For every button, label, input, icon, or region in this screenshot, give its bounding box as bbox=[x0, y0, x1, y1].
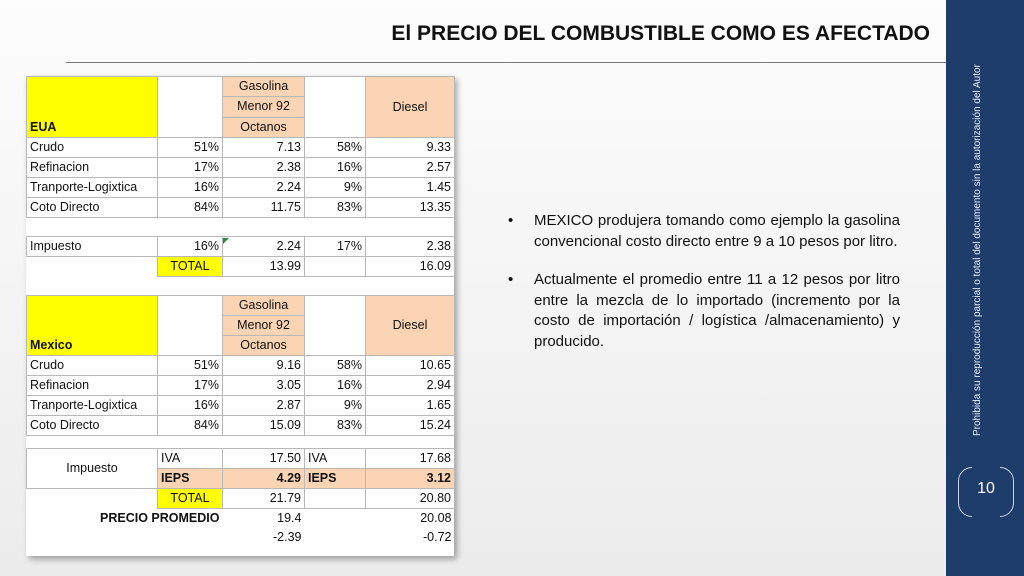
diesel-header: Diesel bbox=[366, 296, 455, 356]
gasoline-header-line: Menor 92 bbox=[223, 97, 305, 117]
empty-cell bbox=[158, 77, 223, 138]
diesel-percent: 9% bbox=[305, 396, 366, 416]
diesel-iva: 17.68 bbox=[366, 449, 455, 469]
bullet-list bbox=[508, 211, 900, 370]
diesel-header: Diesel bbox=[366, 77, 455, 138]
diesel-total: 16.09 bbox=[366, 257, 455, 277]
gasoline-header-line: Octanos bbox=[223, 117, 305, 137]
precio-promedio-label: PRECIO PROMEDIO bbox=[100, 511, 220, 525]
spacer bbox=[27, 277, 455, 296]
table-row bbox=[27, 296, 455, 316]
spacer bbox=[27, 436, 455, 449]
table-row bbox=[27, 416, 455, 436]
gas-value: 15.09 bbox=[223, 416, 305, 436]
gas-percent: 17% bbox=[158, 376, 223, 396]
gas-percent: 16% bbox=[158, 396, 223, 416]
diesel-percent: 58% bbox=[305, 356, 366, 376]
diesel-percent: 16% bbox=[305, 376, 366, 396]
ieps-label: IEPS bbox=[158, 469, 223, 489]
empty-cell bbox=[27, 528, 158, 547]
gas-percent: 51% bbox=[158, 138, 223, 158]
total-label: TOTAL bbox=[158, 257, 223, 277]
diesel-precio-promedio: 20.08 bbox=[420, 511, 452, 525]
diesel-ieps: 3.12 bbox=[366, 469, 455, 489]
gas-ieps: 4.29 bbox=[223, 469, 305, 489]
ieps-label-diesel: IEPS bbox=[305, 469, 366, 489]
spacer-row bbox=[27, 218, 455, 237]
gas-value: 3.05 bbox=[223, 376, 305, 396]
diesel-value: 2.38 bbox=[366, 237, 455, 257]
table-row bbox=[27, 77, 455, 97]
gas-percent: 84% bbox=[158, 416, 223, 436]
empty-cell bbox=[305, 489, 366, 509]
empty-cell bbox=[158, 296, 223, 356]
gasoline-header-line: Gasolina bbox=[223, 77, 305, 97]
diesel-total: 20.80 bbox=[366, 489, 455, 509]
row-label: Tranporte-Logixtica bbox=[27, 178, 158, 198]
row-label: Refinacion bbox=[27, 376, 158, 396]
table-row bbox=[27, 396, 455, 416]
empty-cell bbox=[27, 257, 158, 277]
table-row bbox=[27, 509, 455, 529]
spacer bbox=[27, 218, 455, 237]
gas-value: 2.38 bbox=[223, 158, 305, 178]
gas-percent: 84% bbox=[158, 198, 223, 218]
table-row bbox=[27, 138, 455, 158]
empty-cell bbox=[305, 509, 366, 529]
bullet-item: • Actualmente el promedio entre 11 a 12 pesos por litro entre la mezcla de lo importado (incremento por la costo de importación / logística /almacenamiento) y producido. bbox=[508, 270, 900, 352]
table-row bbox=[27, 237, 455, 257]
bullet-item: • MEXICO produjera tomando como ejemplo la gasolina convencional costo directo entre 9 a 10 pesos por litro. bbox=[508, 211, 900, 252]
diesel-value: 13.35 bbox=[366, 198, 455, 218]
row-label: Impuesto bbox=[27, 237, 158, 257]
gas-value: 11.75 bbox=[223, 198, 305, 218]
gas-percent: 16% bbox=[158, 237, 223, 257]
diesel-value: 1.45 bbox=[366, 178, 455, 198]
gas-value: 2.24 bbox=[223, 178, 305, 198]
empty-cell bbox=[305, 257, 366, 277]
row-label: Refinacion bbox=[27, 158, 158, 178]
table-row bbox=[27, 528, 455, 547]
table-row bbox=[27, 158, 455, 178]
impuesto-label: Impuesto bbox=[27, 449, 158, 489]
copyright-note: Prohibida su reproducción parcial o total del documento sin la autorización del Autor bbox=[972, 64, 983, 436]
row-label: Crudo bbox=[27, 138, 158, 158]
region-label-mexico: Mexico bbox=[27, 296, 158, 356]
diesel-value: 15.24 bbox=[366, 416, 455, 436]
cost-table-image bbox=[26, 76, 454, 556]
page-number: 10 bbox=[977, 480, 995, 497]
table-row bbox=[27, 257, 455, 277]
table-row bbox=[27, 198, 455, 218]
diesel-percent: 16% bbox=[305, 158, 366, 178]
diesel-value: 9.33 bbox=[366, 138, 455, 158]
gas-percent: 51% bbox=[158, 356, 223, 376]
gas-value: 2.24 bbox=[223, 237, 305, 257]
diesel-percent: 9% bbox=[305, 178, 366, 198]
empty-cell bbox=[158, 528, 223, 547]
spacer-row bbox=[27, 277, 455, 296]
table-row bbox=[27, 356, 455, 376]
diesel-percent: 83% bbox=[305, 416, 366, 436]
gasoline-header-line: Menor 92 bbox=[223, 316, 305, 336]
empty-cell bbox=[305, 77, 366, 138]
title-divider bbox=[66, 62, 954, 63]
empty-cell bbox=[305, 528, 366, 547]
spacer-row bbox=[27, 436, 455, 449]
gas-value: 9.16 bbox=[223, 356, 305, 376]
empty-cell bbox=[27, 489, 158, 509]
gasoline-header-line: Gasolina bbox=[223, 296, 305, 316]
gasoline-header-line: Octanos bbox=[223, 336, 305, 356]
gas-difference: -2.39 bbox=[273, 530, 302, 544]
diesel-percent: 17% bbox=[305, 237, 366, 257]
total-label: TOTAL bbox=[158, 489, 223, 509]
table-row bbox=[27, 178, 455, 198]
iva-label: IVA bbox=[158, 449, 223, 469]
diesel-percent: 58% bbox=[305, 138, 366, 158]
gas-value: 2.87 bbox=[223, 396, 305, 416]
gas-total: 13.99 bbox=[223, 257, 305, 277]
row-label: Tranporte-Logixtica bbox=[27, 396, 158, 416]
diesel-value: 10.65 bbox=[366, 356, 455, 376]
row-label: Coto Directo bbox=[27, 198, 158, 218]
cost-table bbox=[26, 76, 455, 547]
table-row bbox=[27, 449, 455, 469]
diesel-difference: -0.72 bbox=[423, 530, 452, 544]
diesel-percent: 83% bbox=[305, 198, 366, 218]
diesel-value: 2.57 bbox=[366, 158, 455, 178]
gas-percent: 16% bbox=[158, 178, 223, 198]
gas-value: 7.13 bbox=[223, 138, 305, 158]
slide-title: El PRECIO DEL COMBUSTIBLE COMO ES AFECTADO bbox=[391, 22, 930, 45]
gas-iva: 17.50 bbox=[223, 449, 305, 469]
gas-total: 21.79 bbox=[223, 489, 305, 509]
gas-precio-promedio: 19.4 bbox=[277, 511, 302, 525]
empty-cell bbox=[305, 296, 366, 356]
row-label: Crudo bbox=[27, 356, 158, 376]
region-label-eua: EUA bbox=[27, 77, 158, 138]
table-row bbox=[27, 376, 455, 396]
row-label: Coto Directo bbox=[27, 416, 158, 436]
diesel-value: 2.94 bbox=[366, 376, 455, 396]
iva-label-diesel: IVA bbox=[305, 449, 366, 469]
gas-percent: 17% bbox=[158, 158, 223, 178]
diesel-value: 1.65 bbox=[366, 396, 455, 416]
table-row bbox=[27, 489, 455, 509]
